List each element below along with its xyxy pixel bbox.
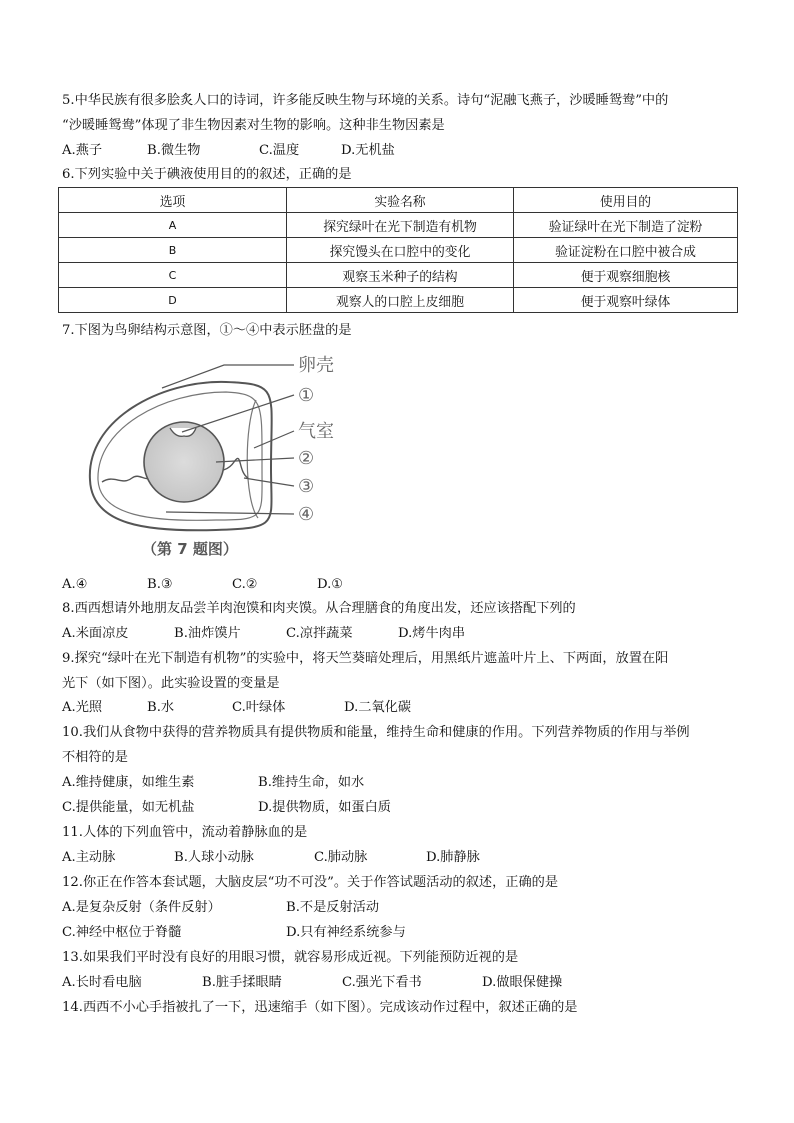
egg-structure-figure (66, 350, 356, 565)
row-purpose: 便于观察叶绿体 (514, 288, 738, 313)
table-header-row (59, 188, 738, 213)
q10-option-b: B.维持生命，如水 (258, 775, 365, 790)
q12-option-d: D.只有神经系统参与 (286, 925, 406, 940)
table-row (59, 238, 738, 263)
q7-option-c: C.② (232, 577, 258, 592)
q12-options-row2 (62, 924, 406, 942)
row-experiment: 观察人的口腔上皮细胞 (287, 288, 514, 313)
q8-option-c: C.凉拌蔬菜 (286, 626, 353, 641)
q7-option-d: D.① (317, 577, 344, 592)
q7-options (62, 576, 343, 594)
q9-stem-line2: 光下（如下图）。此实验设置的变量是 (62, 676, 280, 691)
q12-option-a: A.是复杂反射（条件反射） (62, 900, 221, 915)
q13-options (62, 974, 562, 992)
table-row (59, 263, 738, 288)
row-experiment: 探究绿叶在光下制造有机物 (287, 213, 514, 238)
row-experiment: 观察玉米种子的结构 (287, 263, 514, 288)
q13-option-d: D.做眼保健操 (482, 975, 563, 990)
header-experiment: 实验名称 (287, 188, 514, 213)
table-row (59, 288, 738, 313)
q11-option-b: B.人球小动脉 (174, 850, 254, 865)
q13-option-b: B.脏手揉眼睛 (202, 975, 282, 990)
q13-stem: 13.如果我们平时没有良好的用眼习惯，就容易形成近视。下列能预防近视的是 (62, 950, 519, 965)
q12-stem: 12.你正在作答本套试题，大脑皮层“功不可没”。关于作答试题活动的叙述，正确的是 (62, 875, 559, 890)
q8-option-d: D.烤牛肉串 (398, 626, 466, 641)
q9-option-c: C.叶绿体 (232, 700, 286, 715)
q5-option-b: B.微生物 (147, 143, 201, 158)
row-purpose: 验证淀粉在口腔中被合成 (514, 238, 738, 263)
q10-options-row1 (62, 774, 364, 792)
q11-option-a: A.主动脉 (62, 850, 116, 865)
q10-options-row2 (62, 799, 391, 817)
row-purpose: 验证绿叶在光下制造了淀粉 (514, 213, 738, 238)
leader-2 (216, 458, 294, 462)
q10-option-d: D.提供物质，如蛋白质 (258, 800, 391, 815)
q11-options (62, 849, 480, 867)
q9-option-d: D.二氧化碳 (344, 700, 412, 715)
label-2: ② (298, 448, 315, 469)
q11-stem: 11.人体的下列血管中，流动着静脉血的是 (62, 825, 308, 840)
q14-stem: 14.西西不小心手指被扎了一下，迅速缩手（如下图）。完成该动作过程中，叙述正确的是 (62, 1000, 578, 1015)
header-purpose: 使用目的 (514, 188, 738, 213)
q5-option-d: D.无机盐 (341, 143, 395, 158)
q5-stem-line1: 5.中华民族有很多脍炙人口的诗词，许多能反映生物与环境的关系。诗句“泥融飞燕子，沙暖睡鸳鸯”中的 (62, 93, 669, 108)
q8-options (62, 625, 465, 643)
row-label: A (59, 213, 287, 238)
row-purpose: 便于观察细胞核 (514, 263, 738, 288)
q8-option-a: A.米面凉皮 (62, 626, 129, 641)
q9-option-a: A.光照 (62, 700, 103, 715)
q6-stem: 6.下列实验中关于碘液使用目的的叙述，正确的是 (62, 167, 352, 182)
q5-options (62, 142, 395, 160)
label-air-chamber: 气室 (298, 421, 334, 442)
leader-3 (244, 478, 294, 486)
q5-stem-line2: “沙暖睡鸳鸯”体现了非生物因素对生物的影响。这种非生物因素是 (62, 118, 445, 133)
leader-air (254, 431, 294, 448)
q10-option-a: A.维持健康，如维生素 (62, 775, 195, 790)
label-4: ④ (298, 504, 315, 525)
label-3: ③ (298, 476, 315, 497)
q12-option-b: B.不是反射活动 (286, 900, 380, 915)
q7-option-b: B.③ (147, 577, 173, 592)
air-chamber-line (247, 400, 258, 518)
q13-option-c: C.强光下看书 (342, 975, 422, 990)
q9-option-b: B.水 (147, 700, 175, 715)
q5-option-a: A.燕子 (62, 143, 103, 158)
q10-option-c: C.提供能量，如无机盐 (62, 800, 195, 815)
q12-options-row1 (62, 899, 379, 917)
row-label: B (59, 238, 287, 263)
leader-1 (182, 395, 294, 432)
row-label: D (59, 288, 287, 313)
q11-option-d: D.肺静脉 (426, 850, 480, 865)
q11-option-c: C.肺动脉 (314, 850, 368, 865)
q13-option-a: A.长时看电脑 (62, 975, 142, 990)
q12-option-c: C.神经中枢位于脊髓 (62, 925, 182, 940)
leader-4 (166, 512, 294, 514)
row-label: C (59, 263, 287, 288)
q8-stem: 8.西西想请外地朋友品尝羊肉泡馍和肉夹馍。从合理膳食的角度出发，还应该搭配下列的 (62, 601, 576, 616)
q9-stem-line1: 9.探究“绿叶在光下制造有机物”的实验中，将天竺葵暗处理后，用黑纸片遮盖叶片上、下两面，放置在阳 (62, 651, 669, 666)
row-experiment: 探究馒头在口腔中的变化 (287, 238, 514, 263)
q5-option-c: C.温度 (259, 143, 300, 158)
label-1: ① (298, 385, 315, 406)
q7-option-a: A.④ (62, 577, 88, 592)
label-shell: 卵壳 (298, 355, 334, 376)
q6-table (58, 187, 738, 313)
q10-stem-line1: 10.我们从食物中获得的营养物质具有提供物质和能量，维持生命和健康的作用。下列营养物质的作用与举例 (62, 725, 690, 740)
q8-option-b: B.油炸馍片 (174, 626, 241, 641)
q9-options (62, 699, 411, 717)
leader-shell (162, 365, 294, 388)
figure-caption: （第 7 题图） (142, 540, 238, 558)
header-option: 选项 (59, 188, 287, 213)
q7-stem: 7.下图为鸟卵结构示意图，①～④中表示胚盘的是 (62, 323, 352, 338)
table-row (59, 213, 738, 238)
q10-stem-line2: 不相符的是 (62, 750, 128, 765)
